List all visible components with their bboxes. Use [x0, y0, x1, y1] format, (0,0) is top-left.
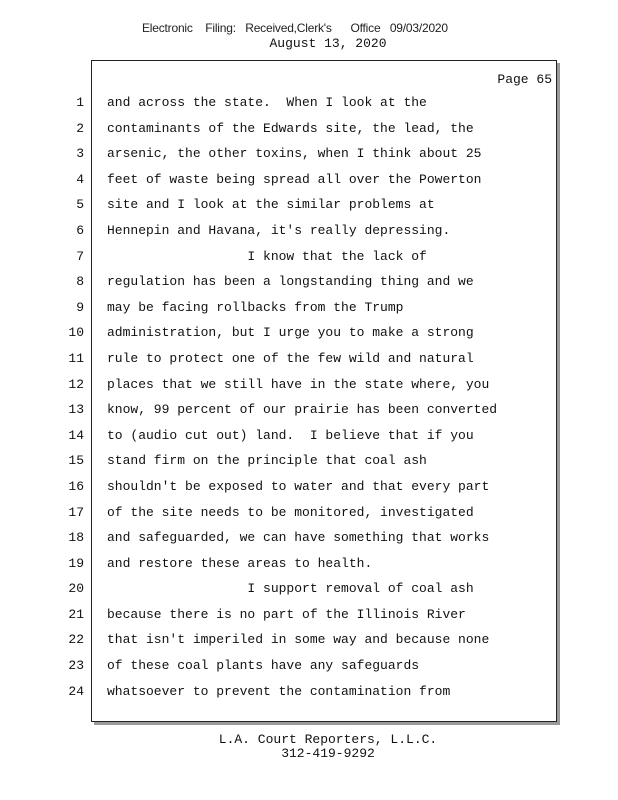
line-number: 23 [68, 658, 84, 674]
line-number: 21 [68, 606, 84, 622]
line-text: Hennepin and Havana, it's really depressing. [107, 222, 451, 238]
page-number: Page 65 [497, 72, 552, 87]
line-text: may be facing rollbacks from the Trump [107, 299, 404, 315]
line-text: and safeguarded, we can have something that works [107, 530, 490, 546]
line-text: administration, but I urge you to make a strong [107, 325, 474, 341]
line-number: 16 [68, 478, 84, 494]
line-text: and across the state. When I look at the [107, 95, 427, 110]
line-number: 10 [68, 325, 84, 341]
line-text: places that we still have in the state where, you [107, 376, 490, 392]
line-number: 8 [76, 274, 84, 290]
line-number: 13 [68, 402, 84, 418]
line-number: 20 [68, 581, 84, 597]
line-number: 24 [68, 683, 84, 699]
transcript-line [0, 346, 618, 372]
transcript-line [0, 116, 618, 142]
line-number: 4 [76, 171, 84, 187]
line-number: 22 [68, 632, 84, 648]
line-text: I know that the lack of [107, 248, 427, 264]
line-number: 5 [76, 197, 84, 213]
transcript-lines [0, 90, 618, 704]
line-number: 18 [68, 530, 84, 546]
line-text: shouldn't be exposed to water and that every part [107, 478, 490, 494]
line-text: contaminants of the Edwards site, the lead, the [107, 120, 474, 136]
transcript-line [0, 167, 618, 193]
transcript-line [0, 372, 618, 398]
line-text: arsenic, the other toxins, when I think about 25 [107, 146, 482, 162]
transcript-line [0, 90, 618, 116]
line-text: of the site needs to be monitored, investigated [107, 504, 474, 520]
line-number: 7 [76, 248, 84, 264]
transcript-line [0, 295, 618, 321]
reporter-company: L.A. Court Reporters, L.L.C. [218, 732, 438, 747]
line-number: 17 [68, 504, 84, 520]
line-number: 11 [68, 350, 84, 366]
line-text: of these coal plants have any safeguards [107, 658, 420, 674]
transcript-line [0, 679, 618, 705]
transcript-line [0, 448, 618, 474]
line-number: 6 [76, 222, 84, 238]
transcript-line [0, 551, 618, 577]
transcript-line [0, 244, 618, 270]
transcript-line [0, 525, 618, 551]
line-text: whatsoever to prevent the contamination from [107, 683, 451, 699]
transcript-line [0, 141, 618, 167]
transcript-line [0, 602, 618, 628]
line-text: that isn't imperiled in some way and because none [107, 632, 490, 648]
line-number: 15 [68, 453, 84, 469]
transcript-line [0, 653, 618, 679]
line-number: 2 [76, 120, 84, 136]
transcript-line [0, 627, 618, 653]
line-text: feet of waste being spread all over the Powerton [107, 171, 482, 187]
line-text: to (audio cut out) land. I believe that if you [107, 427, 474, 443]
line-text: because there is no part of the Illinois River [107, 606, 466, 622]
line-number: 12 [68, 376, 84, 392]
reporter-footer [0, 733, 618, 761]
transcript-line [0, 500, 618, 526]
line-text: I support removal of coal ash [107, 581, 474, 597]
reporter-phone: 312-419-9292 [281, 746, 375, 761]
transcript-line [0, 320, 618, 346]
transcript-line [0, 192, 618, 218]
line-number: 1 [76, 95, 84, 110]
line-text: stand firm on the principle that coal ash [107, 453, 427, 469]
line-number: 3 [76, 146, 84, 162]
transcript-line [0, 576, 618, 602]
line-number: 19 [68, 555, 84, 571]
transcript-line [0, 218, 618, 244]
transcript-line [0, 269, 618, 295]
line-text: and restore these areas to health. [107, 555, 373, 571]
line-number: 9 [76, 299, 84, 315]
line-text: rule to protect one of the few wild and natural [107, 350, 474, 366]
line-text: site and I look at the similar problems at [107, 197, 435, 213]
filing-stamp: Electronic Filing: Received,Clerk's Office 09/03/2020 [142, 21, 448, 35]
line-text: know, 99 percent of our prairie has been converted [107, 402, 498, 418]
transcript-line [0, 423, 618, 449]
line-number: 14 [68, 427, 84, 443]
transcript-date: August 13, 2020 [269, 36, 387, 51]
line-text: regulation has been a longstanding thing and we [107, 274, 474, 290]
transcript-line [0, 474, 618, 500]
transcript-line [0, 397, 618, 423]
